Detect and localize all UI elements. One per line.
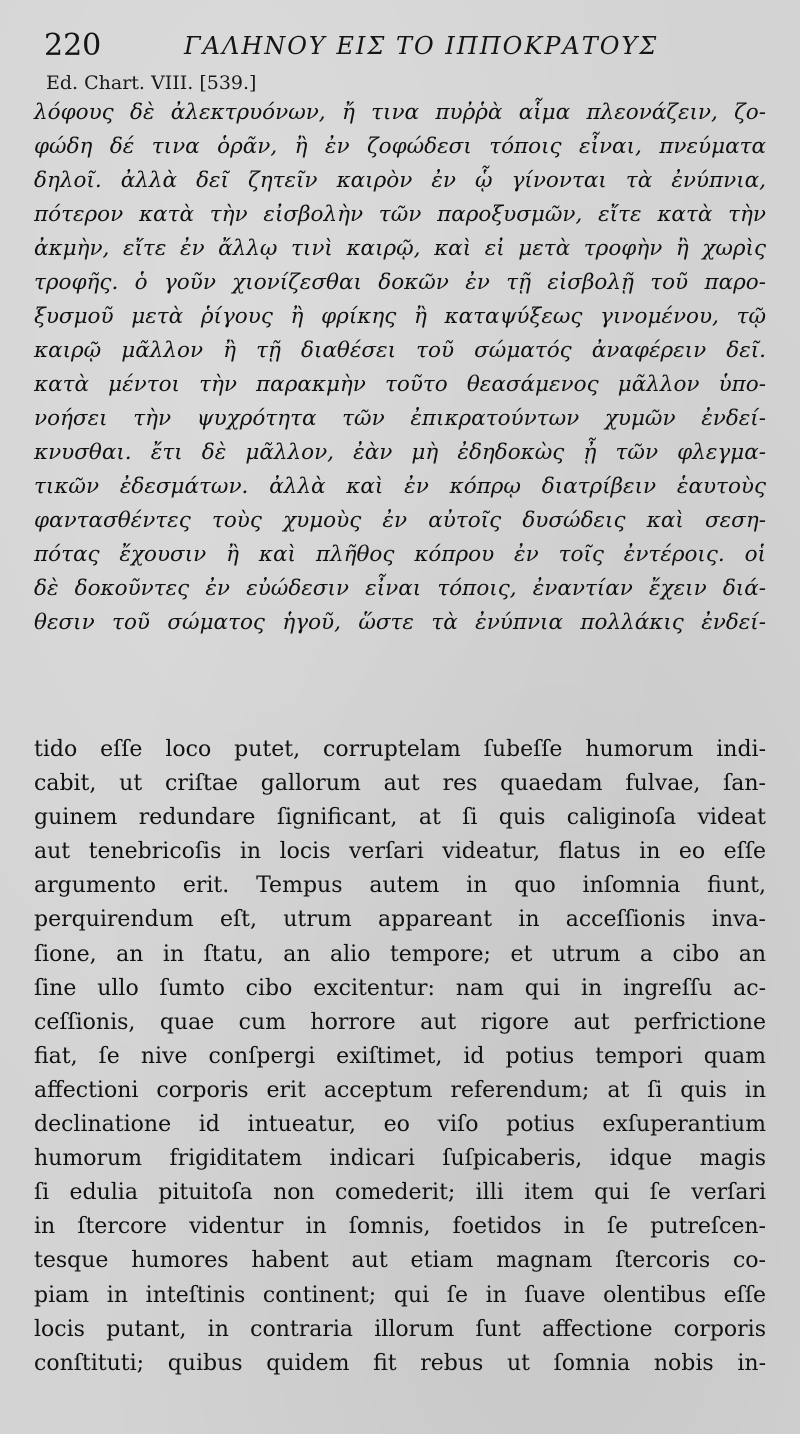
- greek-line: τικῶν ἐδεσμάτων. ἀλλὰ καὶ ἐν κόπρῳ διατρίβειν ἑαυτοὺς: [34, 474, 766, 499]
- latin-line: locis putant, in contraria illorum ſunt affectione corporis: [34, 1316, 766, 1342]
- latin-line: in ſtercore videntur in ſomnis, foetidos in ſe putreſcen-: [34, 1214, 766, 1240]
- latin-line: ceſſionis, quae cum horrore aut rigore aut perfrictione: [34, 1009, 766, 1035]
- edition-reference: Ed. Chart. VIII. [539.]: [46, 72, 257, 94]
- latin-line: ſi edulia pituitoſa non comederit; illi item qui ſe verſari: [34, 1180, 766, 1206]
- latin-line: tesque humores habent aut etiam magnam ſtercoris co-: [34, 1248, 766, 1274]
- greek-line: ξυσμοῦ μετὰ ῥίγους ἢ φρίκης ἢ καταψύξεως γινομένου, τῷ: [34, 304, 766, 329]
- latin-text-block: [34, 733, 766, 1381]
- greek-line: φώδη δέ τινα ὁρᾶν, ἢ ἐν ζοφώδεσι τόποις εἶναι, πνεύματα: [34, 134, 766, 159]
- latin-line: conſtituti; quibus quidem fit rebus ut ſomnia nobis in-: [34, 1350, 766, 1376]
- latin-line: humorum frigiditatem indicari ſuſpicaberis, idque magis: [34, 1146, 766, 1172]
- greek-line: ἀκμὴν, εἴτε ἐν ἄλλῳ τινὶ καιρῷ, καὶ εἰ μετὰ τροφὴν ἢ χωρὶς: [34, 236, 766, 261]
- greek-line: νοήσει τὴν ψυχρότητα τῶν ἐπικρατούντων χυμῶν ἐνδεί-: [34, 406, 766, 431]
- greek-line: φαντασθέντες τοὺς χυμοὺς ἐν αὐτοῖς δυσώδεις καὶ σεση-: [34, 508, 766, 533]
- latin-line: affectioni corporis erit acceptum referendum; at ſi quis in: [34, 1077, 766, 1103]
- greek-line: πότερον κατὰ τὴν εἰσβολὴν τῶν παροξυσμῶν, εἴτε κατὰ τὴν: [34, 202, 766, 227]
- greek-line: λόφους δὲ ἀλεκτρυόνων, ἤ τινα πυῤῥὰ αἷμα πλεονάζειν, ζο-: [34, 100, 766, 125]
- latin-line: guinem redundare ſignificant, at ſi quis caliginoſa videat: [34, 805, 766, 831]
- latin-line: argumento erit. Tempus autem in quo inſomnia fiunt,: [34, 873, 766, 899]
- latin-line: ſine ullo ſumto cibo excitentur: nam qui in ingreſſu ac-: [34, 975, 766, 1001]
- greek-line: θεσιν τοῦ σώματος ἡγοῦ, ὥστε τὰ ἐνύπνια πολλάκις ἐνδεί-: [34, 610, 766, 635]
- greek-line: δηλοῖ. ἀλλὰ δεῖ ζητεῖν καιρὸν ἐν ᾧ γίνονται τὰ ἐνύπνια,: [34, 168, 766, 193]
- latin-line: ſione, an in ſtatu, an alio tempore; et utrum a cibo an: [34, 941, 766, 967]
- greek-line: τροφῆς. ὁ γοῦν χιονίζεσθαι δοκῶν ἐν τῇ εἰσβολῇ τοῦ παρο-: [34, 270, 766, 295]
- greek-line: καιρῷ μᾶλλον ἢ τῇ διαθέσει τοῦ σώματός ἀναφέρειν δεῖ.: [34, 338, 766, 363]
- latin-line: perquirendum eſt, utrum appareant in acceſſionis inva-: [34, 907, 766, 933]
- latin-line: tido eſſe loco putet, corruptelam ſubeſſe humorum indi-: [34, 737, 766, 762]
- greek-line: κατὰ μέντοι τὴν παρακμὴν τοῦτο θεασάμενος μᾶλλον ὑπο-: [34, 372, 766, 397]
- latin-line: declinatione id intueatur, eo viſo potius exſuperantium: [34, 1112, 766, 1138]
- latin-line: cabit, ut criſtae gallorum aut res quaedam fulvae, ſan-: [34, 771, 766, 797]
- greek-line: κνυσθαι. ἔτι δὲ μᾶλλον, ἐὰν μὴ ἐδηδοκὼς ᾖ τῶν φλεγμα-: [34, 440, 766, 465]
- latin-line: aut tenebricoſis in locis verſari videatur, flatus in eo eſſe: [34, 839, 766, 865]
- latin-line: fiat, ſe nive conſpergi exiſtimet, id potius tempori quam: [34, 1043, 766, 1069]
- greek-line: πότας ἔχουσιν ἢ καὶ πλῆθος κόπρου ἐν τοῖς ἐντέροις. οἱ: [34, 542, 766, 567]
- running-title: ΓΑΛΗΝΟΥ ΕΙΣ ΤΟ ΙΠΠΟΚΡΑΤΟΥΣ: [184, 32, 659, 60]
- page-header: [44, 28, 764, 72]
- latin-line: piam in inteſtinis continent; qui ſe in ſuave olentibus eſſe: [34, 1282, 766, 1308]
- greek-line: δὲ δοκοῦντες ἐν εὐώδεσιν εἶναι τόποις, ἐναντίαν ἔχειν διά-: [34, 576, 766, 601]
- page-number: 220: [44, 28, 102, 63]
- greek-text-block: [34, 96, 766, 640]
